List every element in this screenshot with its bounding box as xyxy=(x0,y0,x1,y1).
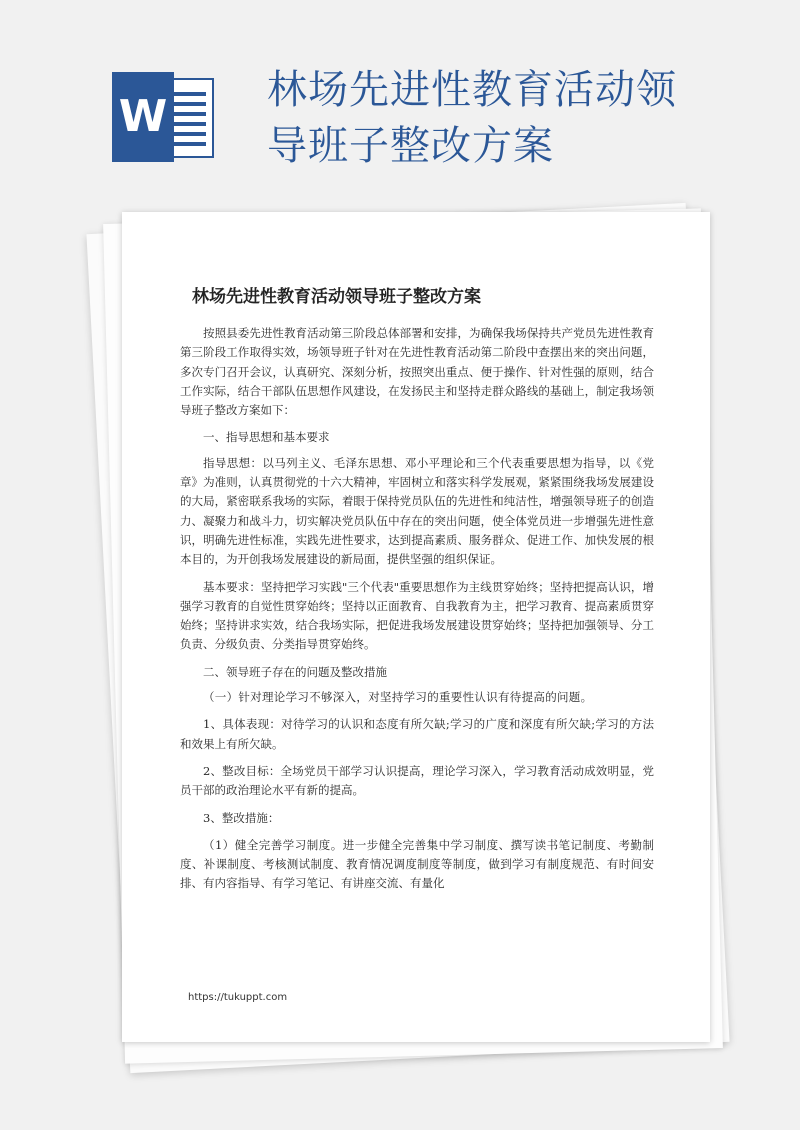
paragraph: （1）健全完善学习制度。进一步健全完善集中学习制度、撰写读书笔记制度、考勤制度、补课制度、考核测试制度、教育情况调度制度等制度，做到学习有制度规范、有时间安排、有内容指导、有学习笔记、有讲座交流、有量化 xyxy=(180,837,654,891)
paragraph: （一）针对理论学习不够深入，对坚持学习的重要性认识有待提高的问题。 xyxy=(203,690,593,705)
paragraph: 基本要求：坚持把学习实践"三个代表"重要思想作为主线贯穿始终；坚持把提高认识，增强学习教育的自觉性贯穿始终；坚持以正面教育、自我教育为主，把学习教育、提高素质贯穿始终；坚持讲求实效，结合我场实际，把促进我场发展建设贯穿始终；坚持把加强领导、分工负责、分级负责、分类指导贯穿始终。 xyxy=(180,579,654,652)
document-body xyxy=(180,324,654,902)
paragraph: 3、整改措施： xyxy=(203,810,280,825)
paragraph: 1、具体表现：对待学习的认识和态度有所欠缺;学习的广度和深度有所欠缺;学习的方法和效果上有所欠缺。 xyxy=(180,717,654,751)
paragraph: 按照县委先进性教育活动第三阶段总体部署和安排，为确保我场保持共产党员先进性教育第三阶段工作取得实效，场领导班子针对在先进性教育活动第二阶段中查摆出来的突出问题，多次专门召开会议，认真研究、深刻分析，按照突出重点、便于操作、针对性强的原则，结合工作实际，结合干部队伍思想作风建设，在发扬民主和坚持走群众路线的基础上，制定我场领导班子整改方案如下： xyxy=(180,326,654,418)
source-url: https://tukuppt.com xyxy=(188,992,288,1003)
document-page xyxy=(122,212,710,1042)
word-document-icon xyxy=(112,72,214,162)
section-heading: 一、指导思想和基本要求 xyxy=(203,430,330,445)
paragraph: 2、整改目标：全场党员干部学习认识提高，理论学习深入，学习教育活动成效明显，党员干部的政治理论水平有新的提高。 xyxy=(180,763,654,798)
page-header xyxy=(0,0,800,200)
word-letter-icon: W xyxy=(112,72,174,162)
page-title: 林场先进性教育活动领导班子整改方案 xyxy=(267,67,677,169)
section-heading: 二、领导班子存在的问题及整改措施 xyxy=(203,664,387,679)
paragraph: 指导思想：以马列主义、毛泽东思想、邓小平理论和三个代表重要思想为指导，以《党章》为准则，认真贯彻党的十六大精神，牢固树立和落实科学发展观，紧紧围绕我场发展建设的大局，紧密联系我场的实际，着眼于保持党员队伍的先进性和纯洁性，增强领导班子的创造力、凝聚力和战斗力，切实解决党员队伍中存在的突出问题，使全体党员进一步增强先进性意识，明确先进性标准，实践先进性要求，达到提高素质、服务群众、促进工作、加快发展的根本目的，为开创我场发展建设的新局面，提供坚强的组织保证。 xyxy=(180,455,654,567)
document-title: 林场先进性教育活动领导班子整改方案 xyxy=(192,287,481,307)
